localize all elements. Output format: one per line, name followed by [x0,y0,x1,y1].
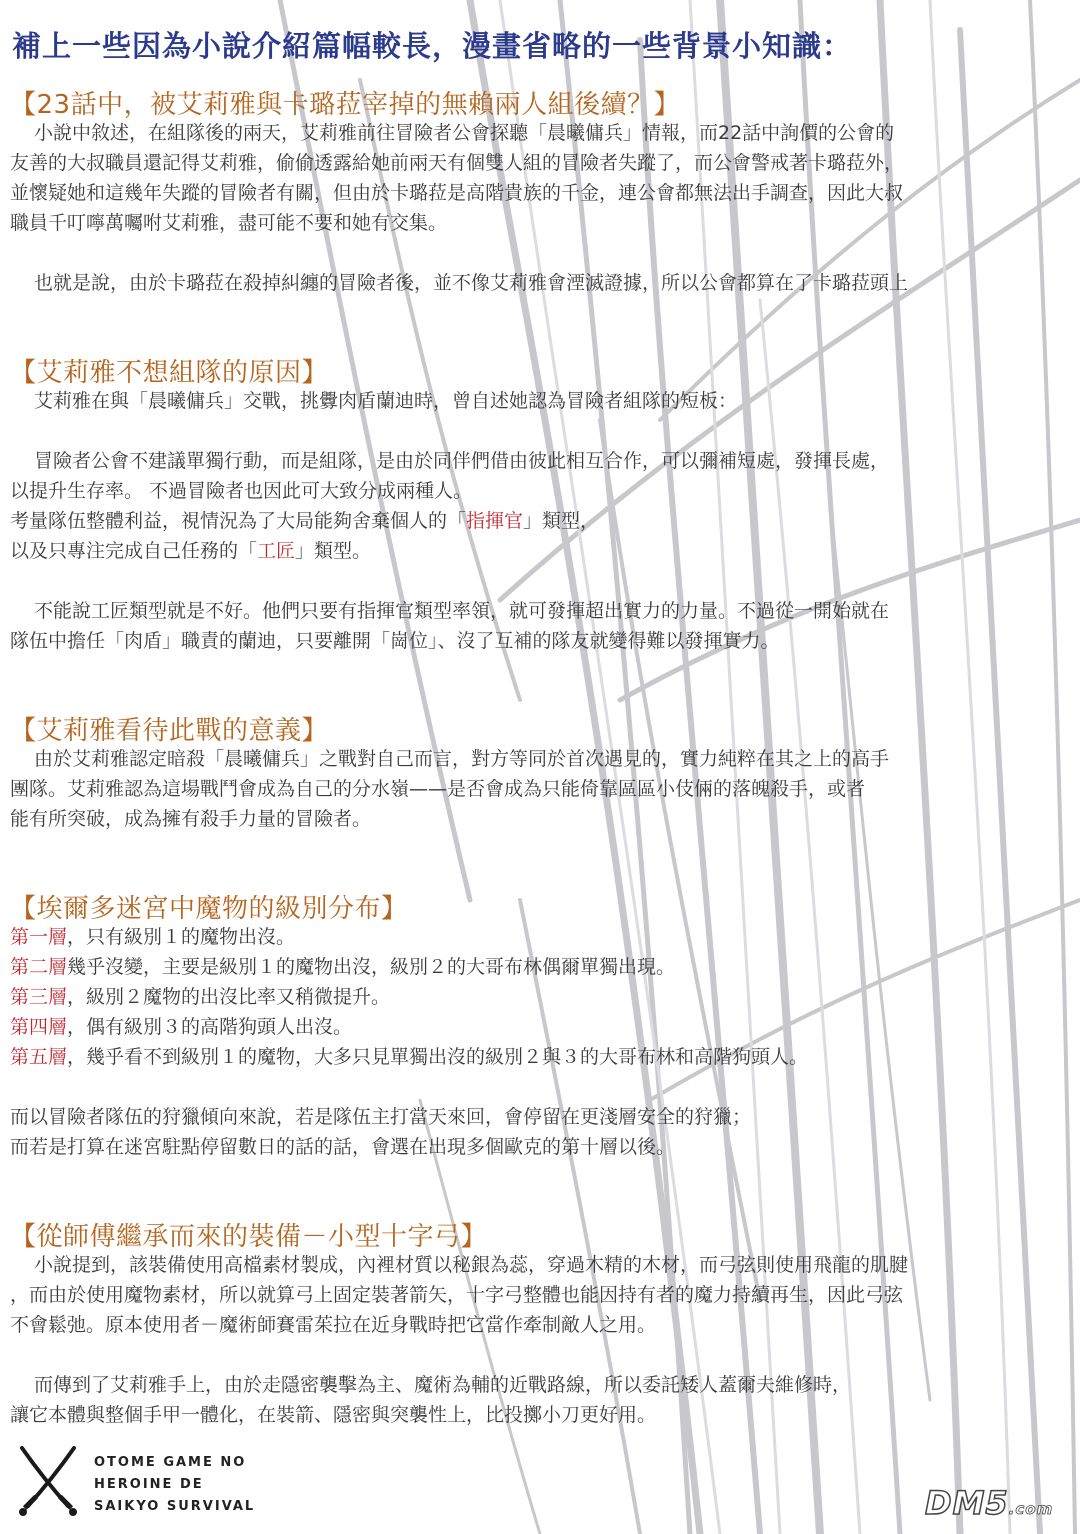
section-heading-3: 【艾莉雅看待此戰的意義】 [10,716,329,746]
text-line [10,416,1076,446]
text-line [10,566,1076,596]
highlighted-term: 工匠 [257,540,296,562]
floor-label: 第五層 [10,1046,68,1068]
text-line: 職員千叮嚀萬囑咐艾莉雅，盡可能不要和她有交集。 [10,212,448,234]
section-heading-2: 【艾莉雅不想組隊的原因】 [10,358,329,388]
text-line: 小說提到，該裝備使用高檔素材製成，內裡材質以秘銀為蕊，穿過木精的木材，而弓弦則使用飛龍的肌腱 [34,1254,909,1276]
floor-label: 第四層 [10,1016,68,1038]
floor-label: 第二層 [10,956,68,978]
text-line: 不會鬆弛。原本使用者－魔術師賽雷茱拉在近身戰時把它當作牽制敵人之用。 [10,1314,657,1336]
watermark-text: DM5 [925,1484,1009,1522]
text-line [10,238,1076,268]
section-heading-1: 【23話中，被艾莉雅與卡璐菈宰掉的無賴兩人組後續？】 [10,90,681,120]
floor-label: 第一層 [10,926,68,948]
text-line: 友善的大叔職員還記得艾莉雅，偷偷透露給她前兩天有個雙人組的冒險者失蹤了，而公會警戒著卡璐菈外， [10,152,904,174]
section-body-1 [10,118,1076,298]
text-line: 也就是說，由於卡璐菈在殺掉糾纏的冒險者後，並不像艾莉雅會湮滅證據，所以公會都算在了卡璐菈頭上 [34,272,909,294]
text-line: 團隊。艾莉雅認為這場戰鬥會成為自己的分水嶺——是否會成為只能倚靠區區小伎倆的落魄殺手，或者 [10,778,866,800]
section-body-4 [10,922,1076,1162]
floor-text: ，偶有級別３的高階狗頭人出沒。 [67,1016,353,1038]
text-line: 以及只專注完成自己任務的「工匠」類型。 [10,540,372,562]
logo-line: SAIKYO SURVIVAL [94,1499,256,1514]
crossed-swords-icon [16,1444,80,1520]
floor-label: 第三層 [10,986,68,1008]
floor-text: 幾乎沒變，主要是級別１的魔物出沒，級別２的大哥布林偶爾單獨出現。 [67,956,676,978]
text-line: 並懷疑她和這幾年失蹤的冒險者有關，但由於卡璐菈是高階貴族的千金，連公會都無法出手調查，因此大叔 [10,182,904,204]
floor-line-5 [10,1042,1076,1072]
floor-text: ，幾乎看不到級別１的魔物，大多只見單獨出沒的級別２與３的大哥布林和高階狗頭人。 [67,1046,809,1068]
text-line: 而傳到了艾莉雅手上，由於走隱密襲擊為主、魔術為輔的近戰路線，所以委託矮人蓋爾夫維修時， [34,1374,852,1396]
floor-text: ，只有級別１的魔物出沒。 [67,926,296,948]
logo-line: OTOME GAME NO [94,1455,247,1470]
text-line: 由於艾莉雅認定暗殺「晨曦傭兵」之戰對自己而言，對方等同於首次遇見的，實力純粹在其之上的高手 [34,748,890,770]
floor-line-2 [10,952,1076,982]
series-logo-text [94,1452,255,1518]
text-line: 而以冒險者隊伍的狩獵傾向來說，若是隊伍主打當天來回，會停留在更淺層安全的狩獵； [10,1106,752,1128]
text-line: 以提升生存率。 不過冒險者也因此可大致分成兩種人。 [10,480,473,502]
section-heading-4: 【埃爾多迷宮中魔物的級別分布】 [10,894,408,924]
section-heading-5: 【從師傅繼承而來的裝備－小型十字弓】 [10,1222,488,1252]
floor-line-4 [10,1012,1076,1042]
highlighted-term: 指揮官 [466,510,524,532]
text-line: 讓它本體與整個手甲一體化，在裝箭、隱密與突襲性上，比投擲小刀更好用。 [10,1404,657,1426]
text-line: 而若是打算在迷宮駐點停留數日的話的話，會選在出現多個歐克的第十層以後。 [10,1136,676,1158]
floor-line-1 [10,922,1076,952]
spacer [10,1072,1076,1102]
section-body-3 [10,744,1076,834]
text-line: 冒險者公會不建議單獨行動，而是組隊，是由於同伴們借由彼此相互合作，可以彌補短處，發揮長處， [34,450,890,472]
text-line: 小說中敘述，在組隊後的兩天，艾莉雅前往冒險者公會探聽「晨曦傭兵」情報，而22話中詢價的公會的 [34,122,895,144]
section-body-2 [10,386,1076,656]
section-body-5 [10,1250,1076,1430]
logo-line: HEROINE DE [94,1477,204,1492]
text-line: 艾莉雅在與「晨曦傭兵」交戰，挑釁肉盾蘭迪時，曾自述她認為冒險者組隊的短板： [34,390,738,412]
text-line [10,1340,1076,1370]
text-line: 考量隊伍整體利益，視情況為了大局能夠舍棄個人的「指揮官」類型， [10,510,600,532]
floor-text: ，級別２魔物的出沒比率又稍微提升。 [67,986,391,1008]
text-line: 隊伍中擔任「肉盾」職責的蘭迪，只要離開「崗位」、沒了互補的隊友就變得難以發揮實力。 [10,630,780,652]
watermark-suffix: .com [1008,1500,1054,1518]
text-line: 不能說工匠類型就是不好。他們只要有指揮官類型率領，就可發揮超出實力的力量。不過從一開始就在 [34,600,890,622]
floor-line-3 [10,982,1076,1012]
text-line: 能有所突破，成為擁有殺手力量的冒險者。 [10,808,372,830]
site-watermark [925,1484,1053,1522]
page-title: 補上一些因為小說介紹篇幅較長，漫畫省略的一些背景小知識： [12,29,853,63]
text-line: ，而由於使用魔物素材，所以就算弓上固定裝著箭矢，十字弓整體也能因持有者的魔力持續再生，因此弓弦 [10,1284,904,1306]
